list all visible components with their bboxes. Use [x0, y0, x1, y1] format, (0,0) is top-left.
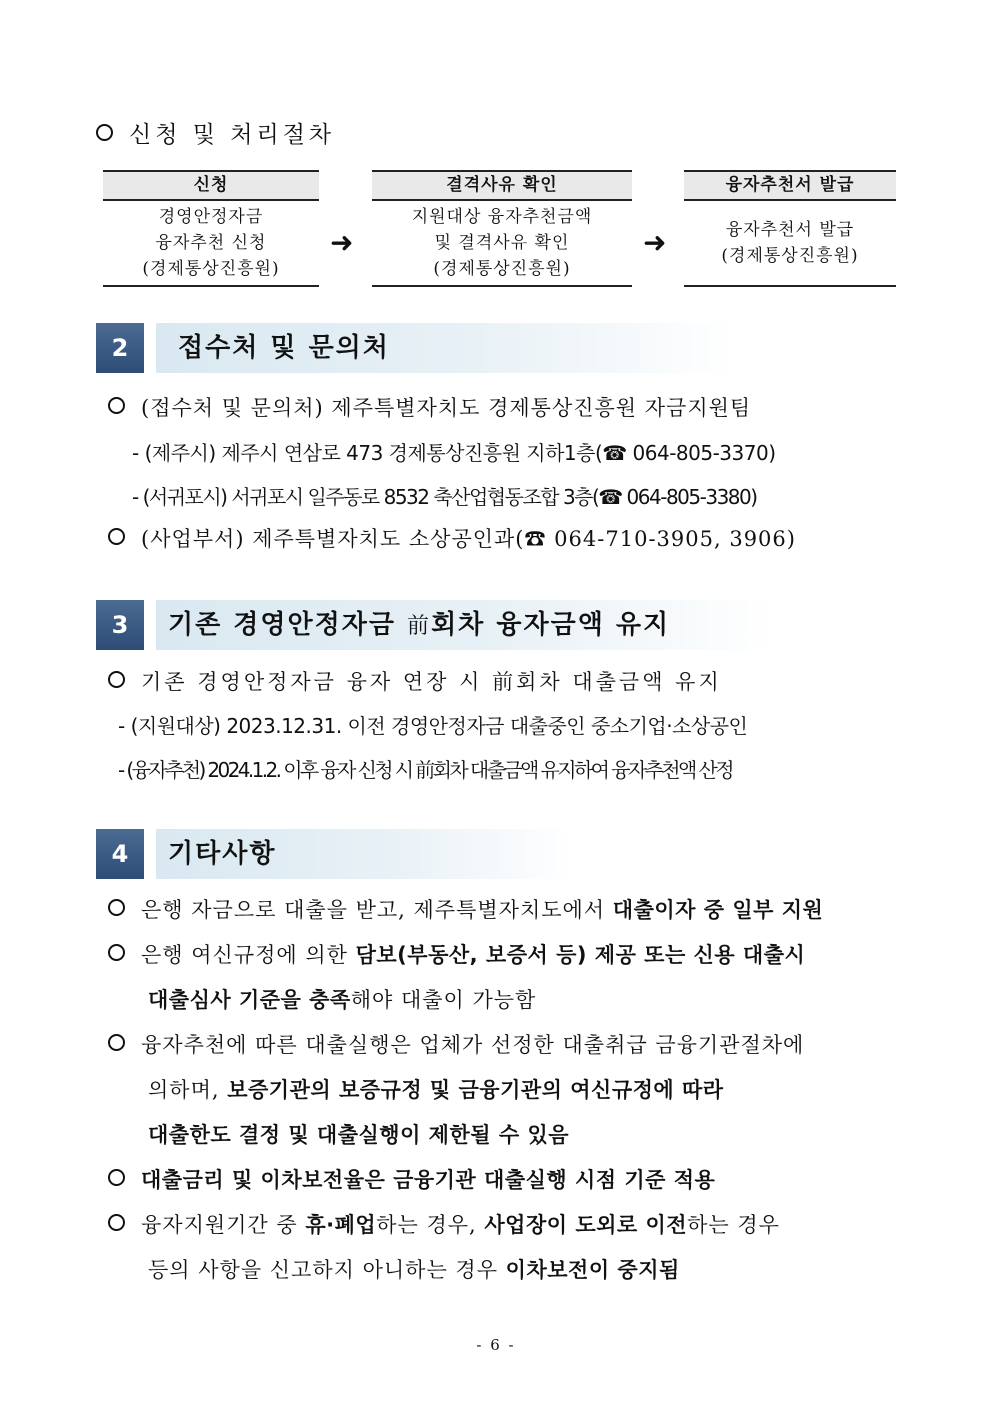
flow-step-check	[372, 170, 632, 287]
flow-step-line: (경제통상진흥원)	[142, 259, 280, 279]
list-sub-item: - (서귀포시) 서귀포시 일주동로 8532 축산업협동조합 3층(☎ 064-805-3380)	[132, 485, 757, 509]
section-title-bar	[156, 829, 576, 879]
list-item-continuation	[148, 984, 536, 1014]
circle-bullet-icon	[108, 944, 125, 961]
circle-bullet-icon	[108, 1034, 125, 1051]
section-number: 2	[96, 323, 144, 373]
section-title: 접수처 및 문의처	[178, 333, 390, 363]
flow-step-title: 결격사유 확인	[372, 170, 632, 201]
flow-step-body	[684, 201, 896, 287]
flow-step-body	[372, 201, 632, 287]
list-item-text: 의하며,	[148, 1078, 228, 1102]
list-item-text: (접수처 및 문의처) 제주특별자치도 경제통상진흥원 자금지원팀	[141, 396, 752, 420]
circle-bullet-icon	[108, 671, 125, 688]
page-number: - 6 -	[476, 1336, 516, 1354]
list-item-text: 융자지원기간 중	[141, 1213, 306, 1237]
flow-step-line: (경제통상진흥원)	[433, 259, 571, 279]
list-item	[108, 666, 722, 696]
section-number: 4	[96, 829, 144, 879]
section-title-bar	[156, 600, 776, 650]
circle-bullet-icon	[108, 528, 125, 545]
section-number: 3	[96, 600, 144, 650]
list-item-text: 은행 여신규정에 의한	[141, 943, 356, 967]
arrow-right-icon: ➜	[643, 226, 667, 259]
list-item-continuation	[148, 1119, 569, 1149]
section-title-bar	[156, 323, 736, 373]
flow-step-line: 지원대상 융자추천금액	[411, 207, 593, 227]
circle-bullet-icon	[108, 397, 125, 414]
list-item-emphasis: 휴·폐업	[305, 1213, 377, 1237]
list-item-emphasis: 사업장이 도외로 이전	[484, 1213, 688, 1237]
flow-step-issue	[684, 170, 896, 287]
list-item-text: 해야 대출이 가능함	[350, 988, 537, 1012]
flow-step-line: 경영안정자금	[158, 207, 264, 227]
list-item	[108, 1029, 804, 1059]
flow-step-line: 융자추천 신청	[155, 233, 267, 253]
procedure-heading	[96, 116, 335, 149]
list-item-text: 은행 자금으로 대출을 받고, 제주특별자치도에서	[141, 898, 613, 922]
section-title-part: 기존 경영안정자금	[168, 610, 408, 640]
flow-step-line: 융자추천서 발급	[725, 220, 855, 240]
list-item-emphasis: 대출한도 결정 및 대출실행이 제한될 수 있음	[148, 1123, 570, 1147]
circle-bullet-icon	[108, 1214, 125, 1231]
list-sub-item: - (지원대상) 2023.12.31. 이전 경영안정자금 대출중인 중소기업·소상공인	[118, 714, 748, 738]
list-item	[108, 392, 751, 422]
list-sub-item: - (제주시) 제주시 연삼로 473 경제통상진흥원 지하1층(☎ 064-805-3370)	[132, 441, 776, 465]
list-item-text: 하는 경우	[687, 1213, 780, 1237]
list-item-text: 등의 사항을 신고하지 아니하는 경우	[148, 1258, 506, 1282]
list-item-text: 기존 경영안정자금 융자 연장 시 前회차 대출금액 유지	[141, 670, 722, 694]
list-item-emphasis: 대출금리 및 이차보전율은 금융기관 대출실행 시점 기준 적용	[141, 1168, 716, 1192]
list-item-emphasis: 보증기관의 보증규정 및 금융기관의 여신규정에 따라	[227, 1078, 724, 1102]
circle-bullet-icon	[108, 1169, 125, 1186]
section-title-part: 회차 융자금액 유지	[431, 610, 671, 640]
circle-bullet-icon	[108, 899, 125, 916]
list-item-continuation	[148, 1074, 724, 1104]
list-item	[108, 1209, 780, 1239]
circle-bullet-icon	[96, 124, 113, 141]
flow-step-line: (경제통상진흥원)	[721, 246, 859, 266]
procedure-heading-text: 신청 및 처리절차	[129, 122, 336, 148]
flow-step-body	[103, 201, 319, 287]
arrow-right-icon: ➜	[330, 226, 354, 259]
flow-step-line: 및 결격사유 확인	[434, 233, 570, 253]
flow-step-apply	[103, 170, 319, 287]
list-sub-item: - (융자추천) 2024.1.2. 이후 융자 신청 시 前회차 대출금액 유지하여 융자추천액 산정	[118, 758, 732, 782]
section-title: 기타사항	[168, 839, 277, 869]
list-item-emphasis: 대출심사 기준을 충족	[148, 988, 351, 1012]
list-item-text: (사업부서) 제주특별자치도 소상공인과(☎ 064-710-3905, 3906)	[141, 527, 796, 551]
list-item-text: 하는 경우,	[376, 1213, 485, 1237]
list-item-text: 융자추천에 따른 대출실행은 업체가 선정한 대출취급 금융기관절차에	[141, 1033, 805, 1057]
list-item	[108, 939, 805, 969]
list-item-emphasis: 대출이자 중 일부 지원	[612, 898, 824, 922]
flow-step-title: 융자추천서 발급	[684, 170, 896, 201]
list-item	[108, 1164, 715, 1194]
list-item-emphasis: 이차보전이 중지됨	[505, 1258, 680, 1282]
list-item	[108, 523, 796, 553]
section-title-hanja: 前	[407, 614, 432, 639]
flow-step-title: 신청	[103, 170, 319, 201]
section-title	[168, 600, 670, 652]
list-item-continuation	[148, 1254, 680, 1284]
list-item-emphasis: 담보(부동산, 보증서 등) 제공 또는 신용 대출시	[355, 943, 806, 967]
list-item	[108, 894, 823, 924]
